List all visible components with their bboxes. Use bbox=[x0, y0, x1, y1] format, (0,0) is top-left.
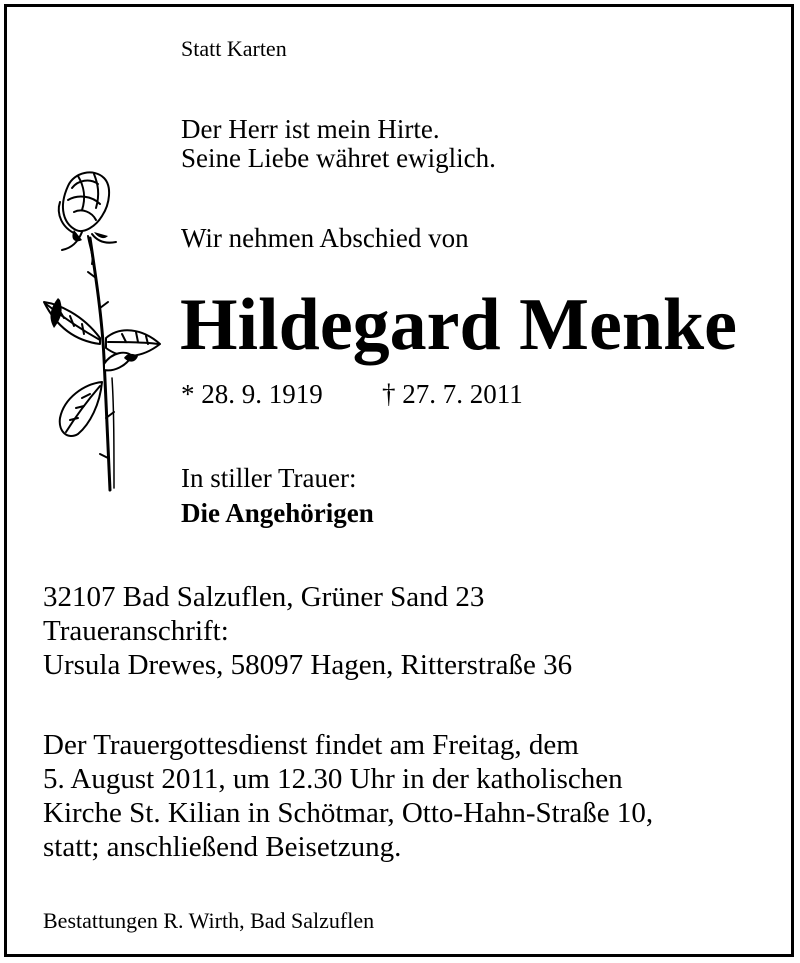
verse-line-1: Der Herr ist mein Hirte. bbox=[181, 114, 440, 144]
deceased-name: Hildegard Menke bbox=[180, 284, 738, 366]
rose-icon bbox=[38, 168, 163, 498]
address-line-1: 32107 Bad Salzuflen, Grüner Sand 23 bbox=[43, 581, 485, 613]
mourners-intro: In stiller Trauer: bbox=[181, 463, 357, 493]
address-line-3: Ursula Drewes, 58097 Hagen, Ritterstraße 36 bbox=[43, 649, 573, 681]
service-line-4: statt; anschließend Beisetzung. bbox=[43, 831, 402, 863]
header-note: Statt Karten bbox=[181, 36, 287, 61]
birth-date: * 28. 9. 1919 bbox=[181, 379, 323, 409]
service-line-2: 5. August 2011, um 12.30 Uhr in der katholischen bbox=[43, 763, 623, 795]
mourners-signature: Die Angehörigen bbox=[181, 498, 374, 528]
service-line-1: Der Trauergottesdienst findet am Freitag, dem bbox=[43, 729, 579, 761]
funeral-home: Bestattungen R. Wirth, Bad Salzuflen bbox=[43, 908, 375, 933]
death-date: † 27. 7. 2011 bbox=[382, 379, 523, 409]
verse-line-2: Seine Liebe währet ewiglich. bbox=[181, 143, 496, 173]
farewell-intro: Wir nehmen Abschied von bbox=[181, 223, 469, 253]
address-line-2: Traueranschrift: bbox=[43, 615, 229, 647]
service-line-3: Kirche St. Kilian in Schötmar, Otto-Hahn-Straße 10, bbox=[43, 797, 654, 829]
